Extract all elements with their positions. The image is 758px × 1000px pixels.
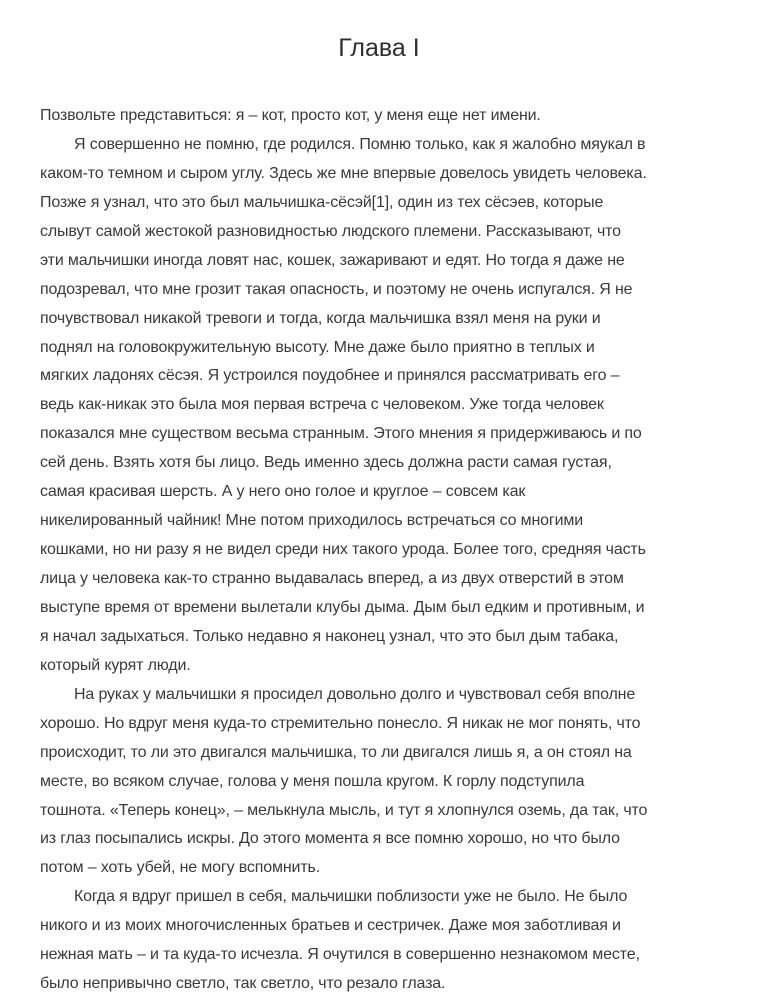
text-line: ведь как-никак это была моя первая встреча с человеком. Уже тогда человек bbox=[40, 396, 604, 414]
text-line: Позвольте представиться: я – кот, просто кот, у меня еще нет имени. bbox=[40, 107, 541, 124]
text-line: На руках у мальчишки я просидел довольно долго и чувствовал себя вполне bbox=[74, 685, 636, 703]
text-line: каком-то темном и сыром углу. Здесь же мне впервые довелось увидеть человека. bbox=[40, 164, 647, 182]
text-line: эти мальчишки иногда ловят нас, кошек, зажаривают и едят. Но тогда я даже не bbox=[40, 251, 625, 269]
text-line: лица у человека как-то странно выдавалась вперед, а из двух отверстий в этом bbox=[40, 570, 624, 587]
text-line: Когда я вдруг пришел в себя, мальчишки поблизости уже не было. Не было bbox=[74, 888, 628, 906]
text-line: месте, во всяком случае, голова у меня пошла кругом. К горлу подступила bbox=[40, 772, 585, 790]
text-line: подозревал, что мне грозит такая опасность, и поэтому не очень испугался. Я не bbox=[40, 280, 633, 298]
paragraph bbox=[40, 681, 750, 884]
text-line: выступе время от времени вылетали клубы дыма. Дым был едким и противным, и bbox=[40, 598, 645, 616]
text-line: почувствовал никакой тревоги и тогда, когда мальчишка взял меня на руки и bbox=[40, 309, 601, 327]
text-line: никелированный чайник! Мне потом приходилось встречаться со многими bbox=[40, 512, 584, 530]
text-line: показался мне существом весьма странным. Этого мнения я придерживаюсь и по bbox=[40, 425, 642, 443]
chapter-body bbox=[40, 102, 750, 999]
text-line: я начал задыхаться. Только недавно я наконец узнал, что это был дым табака, bbox=[40, 627, 619, 645]
text-line: самая красивая шерсть. А у него оно голое и круглое – совсем как bbox=[40, 483, 526, 501]
text-line: из глаз посыпались искры. До этого момента я все помню хорошо, но что было bbox=[40, 830, 620, 848]
text-line: который курят люди. bbox=[40, 656, 191, 674]
text-line: нежная мать – и та куда-то исчезла. Я очутился в совершенно незнакомом месте, bbox=[40, 946, 640, 964]
text-line: Позже я узнал, что это был мальчишка-сёсэй[1], один из тех сёсэев, которые bbox=[40, 193, 604, 211]
text-line: происходит, то ли это двигался мальчишка, то ли двигался лишь я, а он стоял на bbox=[40, 743, 632, 761]
paragraph bbox=[40, 131, 750, 681]
text-line: никого и из моих многочисленных братьев и сестричек. Даже моя заботливая и bbox=[40, 917, 621, 935]
chapter-title: Глава I bbox=[338, 34, 420, 62]
text-line: поднял на головокружительную высоту. Мне даже было приятно в теплых и bbox=[40, 338, 595, 356]
paragraph bbox=[40, 883, 750, 999]
text-line: тошнота. «Теперь конец», – мелькнула мысль, и тут я хлопнулся оземь, да так, что bbox=[40, 801, 648, 819]
text-line: потом – хоть убей, не могу вспомнить. bbox=[40, 859, 320, 877]
paragraph bbox=[40, 102, 750, 131]
text-line: кошками, но ни разу я не видел среди них такого урода. Более того, средняя часть bbox=[40, 541, 646, 559]
text-line: Я совершенно не помню, где родился. Помню только, как я жалобно мяукал в bbox=[74, 135, 646, 153]
text-line: хорошо. Но вдруг меня куда-то стремительно понесло. Я никак не мог понять, что bbox=[40, 714, 641, 732]
text-line: было непривычно светло, так светло, что резало глаза. bbox=[40, 975, 446, 993]
text-line: мягких ладонях сёсэя. Я устроился поудобнее и принялся рассматривать его – bbox=[40, 367, 620, 385]
text-line: сей день. Взять хотя бы лицо. Ведь именно здесь должна расти самая густая, bbox=[40, 454, 612, 472]
text-line: слывут самой жестокой разновидностью людского племени. Рассказывают, что bbox=[40, 222, 621, 240]
